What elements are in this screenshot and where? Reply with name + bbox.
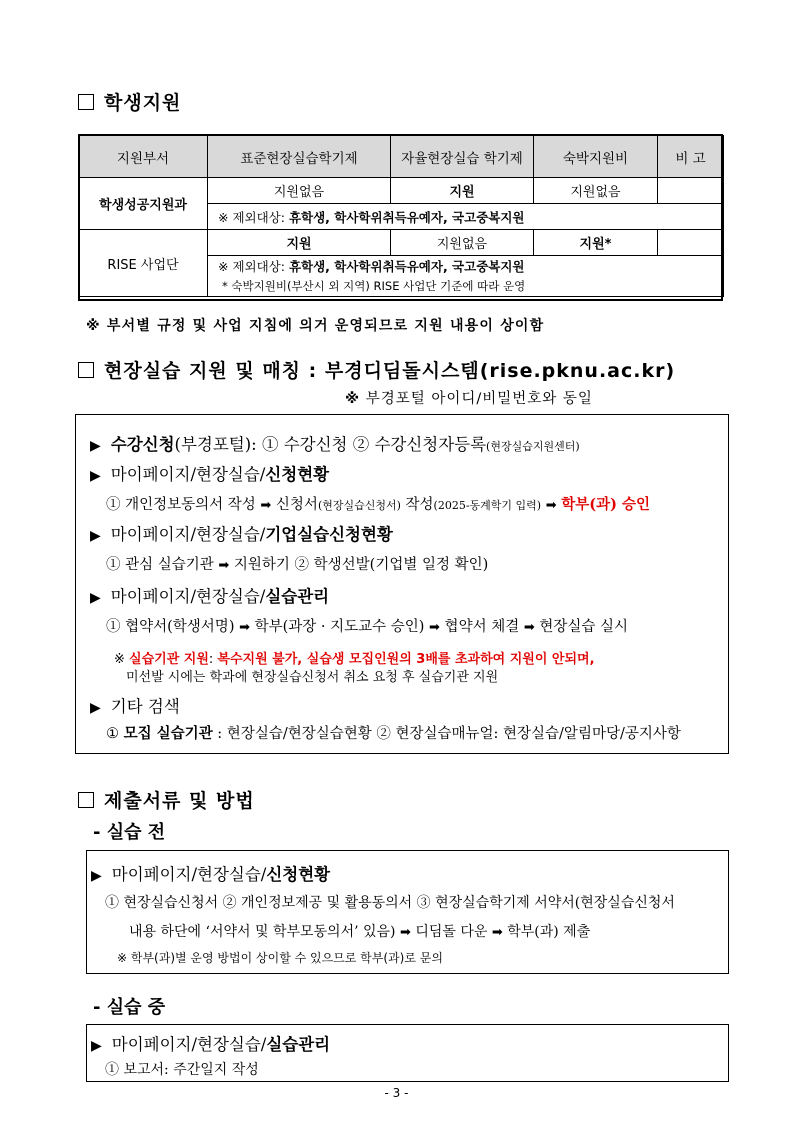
- table-row: [79, 230, 724, 256]
- portal-note-text: 부경포털 아이디/비밀번호와 동일: [360, 391, 593, 407]
- report-line: ① 보고서: 주간일지 작성: [105, 1062, 259, 1078]
- step-text: 내용 하단에 ‘서약서 및 학부모동의서’ 있음): [129, 924, 396, 940]
- exclusion-targets: 휴학생, 학사학위취득유예자, 국고중복지원: [288, 209, 525, 225]
- right-arrow-icon: ➡: [239, 620, 250, 635]
- menu-path-bold: 실습관리: [266, 1035, 331, 1054]
- menu-path-text: 마이페이지/현장실습/: [111, 865, 267, 884]
- triangle-bullet-icon: ▶: [90, 700, 101, 716]
- triangle-bullet-icon: ▶: [90, 528, 101, 544]
- checkbox-square-icon: [78, 94, 94, 110]
- table-cell: 지원: [208, 230, 391, 256]
- dept-name-cell: RISE 사업단: [79, 230, 208, 297]
- course-registration-label: 수강신청: [110, 435, 175, 454]
- step-text: 작성: [400, 497, 434, 513]
- table-header-cell: 표준현장실습학기제: [208, 136, 391, 178]
- right-arrow-icon: ➡: [399, 925, 411, 940]
- table-row: [79, 178, 724, 204]
- step-line: [90, 583, 329, 607]
- step-small-text: (2025-동계학기 입력): [433, 499, 542, 512]
- step-text: ① 개인정보동의서 작성: [106, 497, 256, 513]
- menu-path-text: 마이페이지/현장실습/: [110, 465, 266, 484]
- right-arrow-icon: ➡: [218, 558, 230, 573]
- approval-text: 학부(과) 승인: [561, 496, 651, 513]
- step-line: [91, 861, 330, 885]
- menu-path-bold: 신청현황: [265, 465, 330, 484]
- step-text: ① 협약서(학생서명): [106, 619, 235, 635]
- section-title-student-support: 학생지원: [78, 88, 181, 115]
- table-cell: 지원없음: [534, 178, 658, 204]
- triangle-bullet-icon: ▶: [90, 438, 101, 454]
- documents-during-box: [86, 1024, 729, 1082]
- right-arrow-icon: ➡: [491, 925, 503, 940]
- portal-id-note: [345, 387, 593, 408]
- step-line: [90, 461, 329, 485]
- step-small-text: (현장실습지원센터): [486, 440, 580, 453]
- step-text: 기타 검색: [110, 697, 180, 716]
- table-cell: 지원: [391, 178, 534, 204]
- right-arrow-icon: ➡: [523, 620, 535, 635]
- step-text: ①: [106, 726, 124, 742]
- note-mark: ※: [345, 391, 361, 407]
- section-title-matching: 현장실습 지원 및 매칭 : 부경디딤돌시스템(rise.pknu.ac.kr): [78, 356, 675, 383]
- step-text: 디딤돌 다운: [410, 924, 488, 940]
- exclusion-targets: 휴학생, 학사학위취득유예자, 국고중복지원: [288, 259, 525, 275]
- step-line: [90, 521, 393, 545]
- step-text: ① 관심 실습기관: [106, 557, 214, 573]
- step-text: (부경포털): ① 수강신청 ② 수강신청자등록: [174, 435, 487, 454]
- step-text: 현장실습 실시: [534, 619, 628, 635]
- triangle-bullet-icon: ▶: [91, 1038, 102, 1054]
- section-title-documents: 제출서류 및 방법: [78, 786, 255, 813]
- dept-name-cell: 학생성공지원과: [79, 178, 208, 230]
- exclusion-prefix: ※ 제외대상:: [218, 259, 289, 275]
- right-arrow-icon: ➡: [260, 498, 272, 513]
- menu-path-text: 마이페이지/현장실습/: [110, 587, 266, 606]
- table-cell: 지원없음: [391, 230, 534, 256]
- warning-line-2: 미선발 시에는 학과에 현장실습신청서 취소 요청 후 실습기관 지원: [126, 670, 499, 685]
- subsection-before-practice: - 실습 전: [93, 822, 166, 843]
- step-line: [129, 921, 590, 941]
- table-header-cell: 자율현장실습 학기제: [391, 136, 534, 178]
- step-line: [106, 615, 628, 636]
- exclusion-cell: [208, 256, 724, 277]
- step-line: [91, 1031, 330, 1055]
- table-cell: 지원없음: [208, 178, 391, 204]
- triangle-bullet-icon: ▶: [91, 868, 102, 884]
- footnote-cell: * 숙박지원비(부산시 외 지역) RISE 사업단 기준에 따라 운영: [208, 277, 724, 297]
- exclusion-prefix: ※ 제외대상:: [218, 209, 289, 225]
- step-line: [106, 493, 650, 514]
- warning-red-text: 실습기관 지원: [129, 652, 209, 667]
- right-arrow-icon: ➡: [429, 620, 440, 635]
- department-note: ※ 부서별 규정 및 사업 지침에 의거 운영되므로 지원 내용이 상이함: [86, 318, 545, 334]
- step-text: : 현장실습/현장실습현황 ② 현장실습매뉴얼: 현장실습/알림마당/공지사항: [212, 726, 681, 742]
- inquiry-note: ※ 학부(과)별 운영 방법이 상이할 수 있으므로 학부(과)로 문의: [117, 951, 443, 965]
- warning-line: [114, 648, 595, 667]
- step-text: 협약서 체결: [439, 619, 520, 635]
- table-cell: 지원*: [534, 230, 658, 256]
- table-header-row: [79, 136, 724, 178]
- table-header-cell: 비 고: [658, 136, 724, 178]
- note-mark: :: [208, 652, 218, 667]
- step-text: 신청서: [271, 497, 318, 513]
- step-text: 학부(과장 · 지도교수 승인): [250, 619, 425, 635]
- table-cell: [658, 178, 724, 204]
- table-header-cell: 지원부서: [79, 136, 208, 178]
- support-department-table: [78, 135, 724, 297]
- menu-path-bold: 실습관리: [265, 587, 330, 606]
- table-cell: [658, 230, 724, 256]
- warning-red-text: 복수지원 불가, 실습생 모집인원의 3배를 초과하여 지원이 안되며,: [217, 652, 595, 667]
- matching-steps-box: [75, 414, 729, 754]
- step-line: [106, 722, 681, 743]
- step-line: [90, 693, 180, 717]
- right-arrow-icon: ➡: [545, 498, 557, 513]
- menu-path-text: 마이페이지/현장실습/: [111, 1035, 267, 1054]
- step-text: 지원하기 ② 학생선발(기업별 일정 확인): [229, 557, 489, 573]
- menu-path-text: 마이페이지/현장실습/: [110, 525, 266, 544]
- step-bold-text: 모집 실습기관: [123, 725, 213, 742]
- step-line: [90, 431, 580, 455]
- menu-path-bold: 기업실습신청현황: [265, 525, 393, 544]
- subsection-during-practice: - 실습 중: [93, 997, 166, 1018]
- page-number: - 3 -: [384, 1086, 409, 1100]
- menu-path-bold: 신청현황: [266, 865, 331, 884]
- documents-list: ① 현장실습신청서 ② 개인정보제공 및 활용동의서 ③ 현장실습학기제 서약서(현장실습신청서: [105, 895, 675, 911]
- triangle-bullet-icon: ▶: [90, 468, 101, 484]
- checkbox-square-icon: [78, 792, 94, 808]
- step-text: 학부(과) 제출: [502, 924, 591, 940]
- checkbox-square-icon: [78, 362, 94, 378]
- documents-before-box: [86, 850, 729, 974]
- exclusion-cell: [208, 204, 724, 230]
- triangle-bullet-icon: ▶: [90, 590, 101, 606]
- step-line: [106, 553, 488, 574]
- step-small-text: (현장실습신청서): [317, 499, 401, 512]
- table-header-cell: 숙박지원비: [534, 136, 658, 178]
- note-mark: ※: [114, 652, 130, 667]
